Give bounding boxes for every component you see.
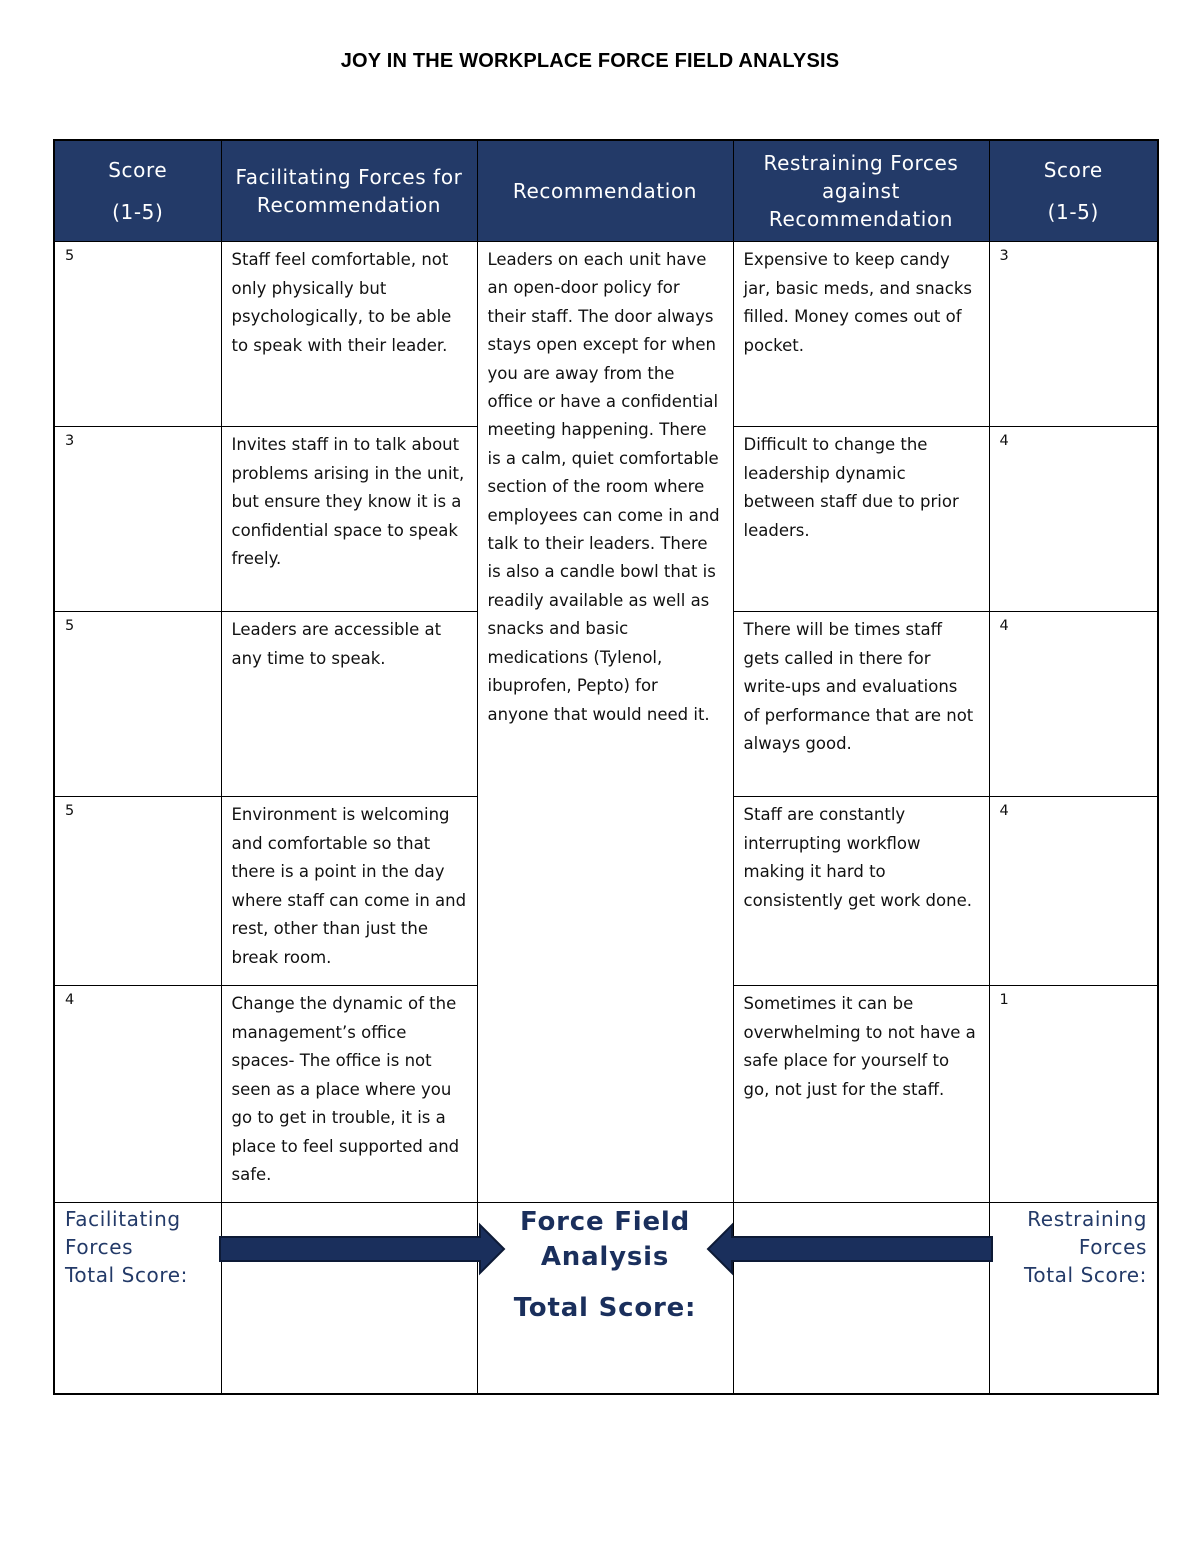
restraining-force: Sometimes it can be overwhelming to not have a safe place for yourself to go, not just for the staff.	[733, 986, 989, 1203]
arrow-left-icon	[704, 1219, 994, 1279]
header-facilitating: Facilitating Forces for Recommendation	[221, 140, 477, 242]
facilitating-force: Leaders are accessible at any time to speak.	[221, 612, 477, 797]
facilitating-score: 4	[54, 986, 221, 1203]
totals-row	[54, 1203, 1158, 1395]
restraining-total-line1: Restraining	[1027, 1207, 1147, 1231]
arrow-right-icon	[218, 1219, 508, 1279]
table-row	[54, 242, 1158, 427]
facilitating-force: Environment is welcoming and comfortable so that there is a point in the day where staff can come in and rest, other than just the break room.	[221, 797, 477, 986]
facilitating-total-line3: Total Score:	[65, 1263, 189, 1287]
restraining-total-line3: Total Score:	[1023, 1263, 1147, 1287]
header-score-left	[54, 140, 221, 242]
recommendation-text: Leaders on each unit have an open-door policy for their staff. The door always stays open except for when you are away from the office or have a confidential meeting happening. There is a calm, quiet comfortable section of the room where employees can come in and talk to their leaders. There is also a candle bowl that is readily available as well as snacks and basic medications (Tylenol, ibuprofen, Pepto) for anyone that would need it.	[477, 242, 733, 1203]
facilitating-total-line1: Facilitating	[65, 1207, 181, 1231]
restraining-score: 4	[989, 427, 1158, 612]
force-field-table	[53, 139, 1159, 1395]
restraining-force: Expensive to keep candy jar, basic meds, and snacks filled. Money comes out of pocket.	[733, 242, 989, 427]
header-recommendation: Recommendation	[477, 140, 733, 242]
facilitating-score: 5	[54, 797, 221, 986]
facilitating-score: 5	[54, 612, 221, 797]
restraining-total-line2: Forces	[1078, 1235, 1147, 1259]
restraining-score: 4	[989, 797, 1158, 986]
center-total-line2: Analysis	[540, 1242, 670, 1272]
header-score-right	[989, 140, 1158, 242]
restraining-force: Staff are constantly interrupting workflow making it hard to consistently get work done.	[733, 797, 989, 986]
force-field-total[interactable]	[477, 1203, 733, 1395]
header-score-right-label: Score	[1043, 158, 1103, 182]
restraining-total-label	[989, 1203, 1158, 1395]
restraining-score: 3	[989, 242, 1158, 427]
facilitating-score: 3	[54, 427, 221, 612]
restraining-force: Difficult to change the leadership dynamic between staff due to prior leaders.	[733, 427, 989, 612]
restraining-score: 1	[989, 986, 1158, 1203]
restraining-total-input[interactable]	[733, 1203, 989, 1395]
facilitating-force: Staff feel comfortable, not only physically but psychologically, to be able to speak with their leader.	[221, 242, 477, 427]
header-restraining: Restraining Forces against Recommendation	[733, 140, 989, 242]
facilitating-force: Invites staff in to talk about problems arising in the unit, but ensure they know it is a confidential space to speak freely.	[221, 427, 477, 612]
header-row	[54, 140, 1158, 242]
header-score-left-label: Score	[108, 158, 168, 182]
header-score-right-range: (1-5)	[1047, 200, 1099, 224]
header-score-left-range: (1-5)	[112, 200, 164, 224]
center-total-line3: Total Score:	[513, 1293, 697, 1323]
facilitating-force: Change the dynamic of the management’s office spaces- The office is not seen as a place where you go to get in trouble, it is a place to feel supported and safe.	[221, 986, 477, 1203]
center-total-line1: Force Field	[519, 1207, 691, 1237]
facilitating-total-label	[54, 1203, 221, 1395]
restraining-force: There will be times staff gets called in there for write-ups and evaluations of performance that are not always good.	[733, 612, 989, 797]
restraining-score: 4	[989, 612, 1158, 797]
facilitating-total-input[interactable]	[221, 1203, 477, 1395]
page-title: JOY IN THE WORKPLACE FORCE FIELD ANALYSIS	[340, 50, 840, 72]
facilitating-total-line2: Forces	[65, 1235, 134, 1259]
facilitating-score: 5	[54, 242, 221, 427]
